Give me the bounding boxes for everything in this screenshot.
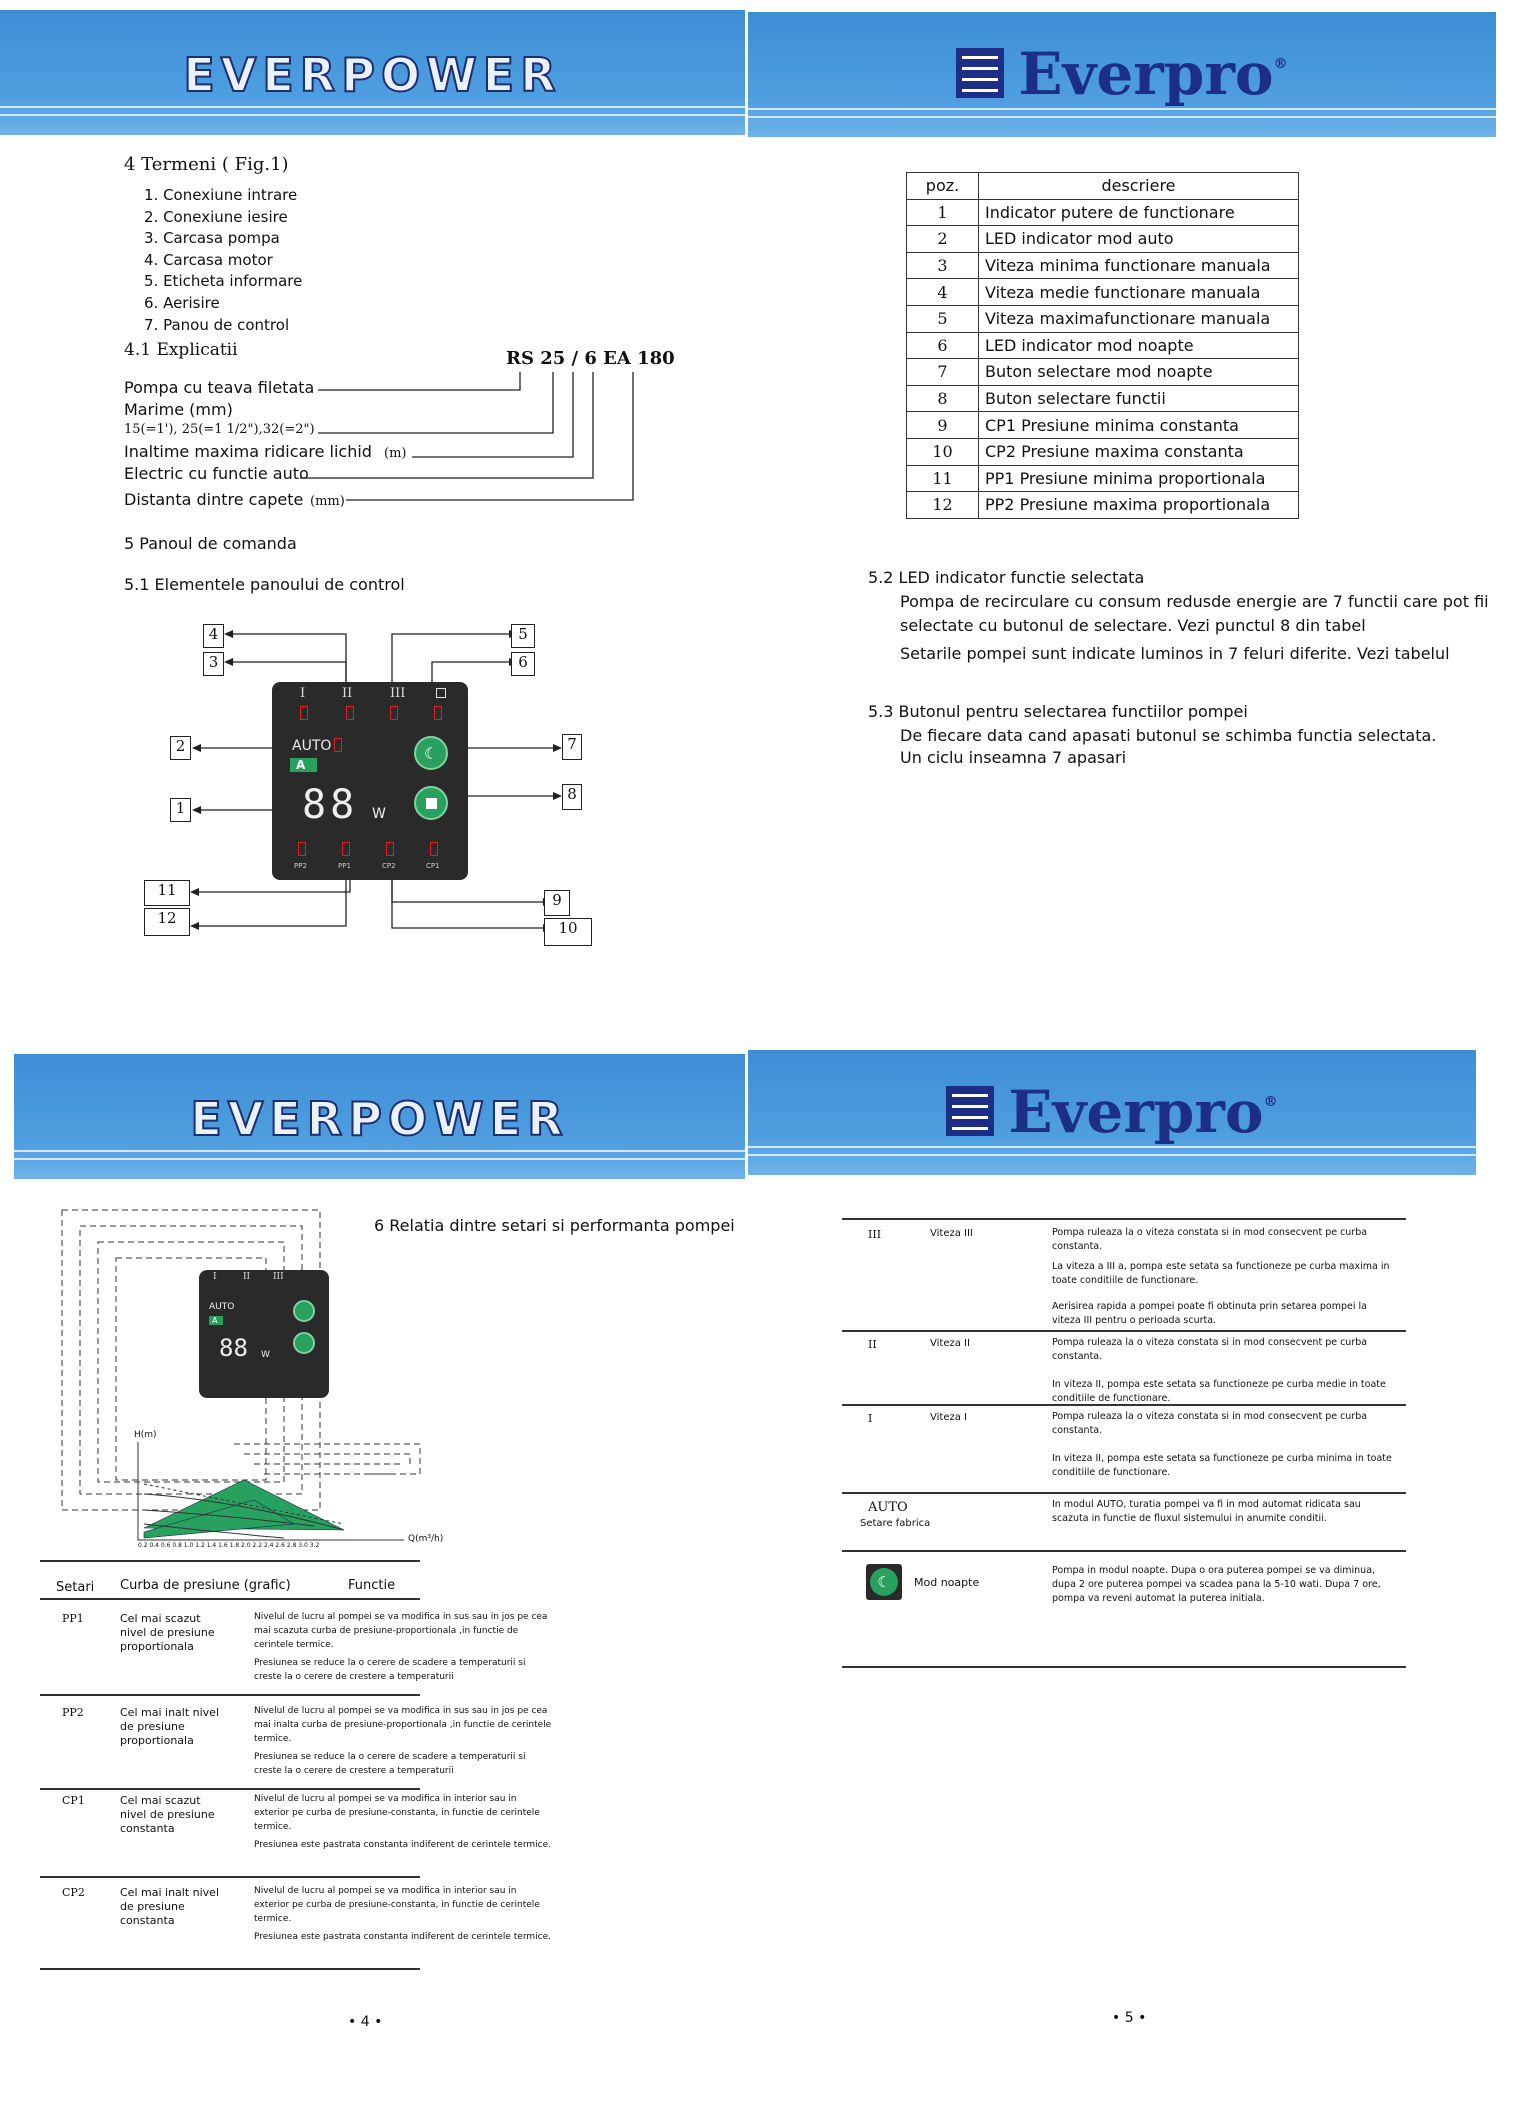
row-rule xyxy=(842,1404,1406,1406)
led-speed-3 xyxy=(390,706,398,720)
mode-description: In modul AUTO, turatia pompei va fi in mod automat ridicata sau scazuta in functie de fluxul sistemului in anumite conditii. xyxy=(1052,1499,1361,1524)
brand-logo: Everpro® xyxy=(748,1078,1476,1146)
speed-label-2: II xyxy=(243,1272,251,1282)
term-item: 5. Eticheta informare xyxy=(144,272,303,291)
row-rule xyxy=(40,1876,420,1878)
table-row xyxy=(907,385,1299,412)
section-52-line-3: Setarile pompei sunt indicate luminos in 7 feluri diferite. Vezi tabelul xyxy=(900,644,1450,663)
row-number: 9 xyxy=(907,412,979,439)
setting-code: PP2 xyxy=(62,1706,84,1719)
label-pp1: PP1 xyxy=(338,862,351,870)
auto-label: AUTO xyxy=(209,1302,235,1312)
page-2 xyxy=(748,12,1496,1022)
term-item: 2. Conexiune iesire xyxy=(144,207,288,226)
callout-11: 11 xyxy=(144,880,190,906)
section-41-heading: 4.1 Explicatii xyxy=(124,340,238,360)
section-52-title: 5.2 LED indicator functie selectata xyxy=(868,568,1145,587)
row-description: LED indicator mod noapte xyxy=(979,332,1299,359)
col-setari: Setari xyxy=(56,1580,95,1595)
page-1 xyxy=(0,10,745,1022)
section-51-heading: 5.1 Elementele panoului de control xyxy=(124,575,405,594)
callout-4: 4 xyxy=(203,624,224,648)
callout-7: 7 xyxy=(562,734,582,760)
setting-code: PP1 xyxy=(62,1612,84,1625)
label-pp2: PP2 xyxy=(294,862,307,870)
table-row xyxy=(907,359,1299,386)
callout-8: 8 xyxy=(562,784,582,810)
section-53-line-1: De fiecare data cand apasati butonul se schimba functia selectata. xyxy=(900,726,1437,745)
row-description: PP1 Presiune minima proportionala xyxy=(979,465,1299,492)
setting-function-1: Nivelul de lucru al pompei se va modifica in sus sau in jos pe cea mai scazuta curba de presiune-proportionala ,in functie de cerintele termice. xyxy=(254,1612,548,1650)
moon-icon: ☾ xyxy=(424,744,439,763)
row-number: 12 xyxy=(907,492,979,519)
mode-description: Pompa ruleaza la o viteza constata si in mod consecvent pe curba constanta. xyxy=(1052,1411,1368,1436)
section-52-line-1: Pompa de recirculare cu consum redusde energie are 7 functii care pot fii xyxy=(900,592,1489,611)
page-4 xyxy=(748,1050,1476,2060)
mode-name: Viteza I xyxy=(930,1412,967,1423)
header-banner xyxy=(748,1050,1476,1175)
row-number: 10 xyxy=(907,438,979,465)
brand-logo: Everpro® xyxy=(748,40,1496,108)
setting-function-1: Nivelul de lucru al pompei se va modifica in interior sau in exterior pe curba de presiune-constanta, in functie de cerintele termice. xyxy=(254,1886,540,1924)
table-row xyxy=(907,492,1299,519)
explanation-1: Pompa cu teava filetata xyxy=(124,378,315,397)
col-descriere: descriere xyxy=(979,173,1299,200)
mode-description: Pompa ruleaza la o viteza constata si in mod consecvent pe curba constanta. xyxy=(1052,1337,1368,1362)
row-description: CP1 Presiune minima constanta xyxy=(979,412,1299,439)
row-number: 11 xyxy=(907,465,979,492)
led-pp1 xyxy=(342,842,350,856)
auto-a-badge: A xyxy=(290,758,317,772)
speed-label-1: I xyxy=(213,1272,217,1282)
setting-curve: Cel mai inalt nivel de presiune constanta xyxy=(120,1886,220,1927)
section-53-line-2: Un ciclu inseamna 7 apasari xyxy=(900,748,1127,767)
auto-a-badge: A xyxy=(209,1316,223,1325)
mode-name: Setare fabrica xyxy=(860,1518,931,1529)
watt-unit: W xyxy=(261,1350,270,1360)
led-pp2 xyxy=(298,842,306,856)
moon-icon: ☾ xyxy=(870,1568,898,1596)
section-53-title: 5.3 Butonul pentru selectarea functiilor pompei xyxy=(868,702,1248,721)
setting-function-2: Presiunea se reduce la o cerere de scadere a temperaturii si creste la o cerere de crestere a temperaturii xyxy=(254,1752,526,1776)
mode-code: AUTO xyxy=(868,1500,908,1515)
setting-function-1: Nivelul de lucru al pompei se va modifica in interior sau in exterior pe curba de presiune-constanta, in functie de cerintele termice. xyxy=(254,1794,540,1832)
mode-code: III xyxy=(868,1228,882,1241)
row-description: Buton selectare mod noapte xyxy=(979,359,1299,386)
mode-name: Viteza II xyxy=(930,1338,970,1349)
explanation-6: Distanta dintre capete xyxy=(124,490,304,509)
explanation-4: Inaltime maxima ridicare lichid xyxy=(124,442,372,461)
speed-label-1: I xyxy=(300,686,306,701)
row-description: Viteza minima functionare manuala xyxy=(979,252,1299,279)
mode-code: II xyxy=(868,1338,877,1351)
section-5-heading: 5 Panoul de comanda xyxy=(124,534,297,553)
section-6-heading: 6 Relatia dintre setari si performanta pompei xyxy=(374,1216,735,1235)
night-indicator-icon xyxy=(436,688,446,698)
table-row xyxy=(907,226,1299,253)
control-panel xyxy=(272,682,468,880)
function-select-button xyxy=(293,1332,315,1354)
callout-1: 1 xyxy=(170,798,191,822)
chart-y-label: H(m) xyxy=(134,1430,157,1440)
led-cp1 xyxy=(430,842,438,856)
row-rule xyxy=(40,1968,420,1970)
term-item: 3. Carcasa pompa xyxy=(144,229,280,248)
settings-diagram xyxy=(14,1054,745,1574)
setting-function-2: Presiunea este pastrata constanta indiferent de cerintele termice. xyxy=(254,1932,551,1942)
night-mode-button[interactable] xyxy=(414,736,448,770)
setting-curve: Cel mai scazut nivel de presiune proportionala xyxy=(120,1612,215,1653)
row-description: Viteza maximafunctionare manuala xyxy=(979,305,1299,332)
row-rule xyxy=(40,1788,420,1790)
page-3 xyxy=(14,1054,745,2070)
page-number: • 4 • xyxy=(348,2014,383,2030)
term-item: 1. Conexiune intrare xyxy=(144,186,298,204)
speed-label-2: II xyxy=(342,686,353,701)
setting-curve: Cel mai inalt nivel de presiune proportionala xyxy=(120,1706,220,1747)
explanation-3: 15(=1'), 25(=1 1/2"),32(=2") xyxy=(124,422,315,437)
brand-logo: EVERPOWER xyxy=(190,1092,569,1146)
row-number: 7 xyxy=(907,359,979,386)
mode-name: Viteza III xyxy=(930,1228,973,1239)
table-row xyxy=(907,279,1299,306)
label-cp1: CP1 xyxy=(426,862,440,870)
explanation-2: Marime (mm) xyxy=(124,400,233,419)
led-night xyxy=(434,706,442,720)
row-description: CP2 Presiune maxima constanta xyxy=(979,438,1299,465)
mode-description: Pompa in modul noapte. Dupa o ora puterea pompei se va diminua, dupa 2 ore puterea pompei va scadea pana la 5-10 wati. Dupa 7 ore, pompa va reveni automat la puterea initiala. xyxy=(1052,1565,1381,1604)
row-description: Viteza medie functionare manuala xyxy=(979,279,1299,306)
row-number: 6 xyxy=(907,332,979,359)
mode-description: In viteza II, pompa este setata sa functioneze pe curba medie in toate conditiile de functionare. xyxy=(1052,1379,1386,1404)
positions-table xyxy=(906,172,1299,519)
callout-2: 2 xyxy=(170,736,191,760)
row-number: 5 xyxy=(907,305,979,332)
table-row xyxy=(907,305,1299,332)
unit-m: (m) xyxy=(384,446,407,461)
watt-unit: W xyxy=(372,806,386,822)
row-rule xyxy=(842,1330,1406,1332)
callout-3: 3 xyxy=(203,652,224,676)
table-row xyxy=(907,252,1299,279)
callout-12: 12 xyxy=(144,908,190,936)
setting-function-2: Presiunea este pastrata constanta indiferent de cerintele termice. xyxy=(254,1840,551,1850)
control-panel-small xyxy=(199,1270,329,1398)
auto-label: AUTO xyxy=(292,738,332,754)
setting-function-1: Nivelul de lucru al pompei se va modifica in sus sau in jos pe cea mai inalta curba de presiune-proportionala ,in functie de cerintele termice. xyxy=(254,1706,552,1744)
table-row xyxy=(907,412,1299,439)
mode-name: Mod noapte xyxy=(914,1576,980,1589)
page-number: • 5 • xyxy=(1112,2010,1147,2026)
power-display: 88 xyxy=(302,782,359,828)
row-number: 1 xyxy=(907,199,979,226)
callout-10: 10 xyxy=(544,918,592,946)
setting-code: CP2 xyxy=(62,1886,85,1899)
row-description: PP2 Presiune maxima proportionala xyxy=(979,492,1299,519)
table-top-rule xyxy=(842,1218,1406,1220)
callout-6: 6 xyxy=(511,652,535,676)
speed-label-3: III xyxy=(273,1272,284,1282)
row-description: LED indicator mod auto xyxy=(979,226,1299,253)
everpro-logo-icon xyxy=(946,1086,994,1136)
led-auto xyxy=(334,738,342,752)
header-banner xyxy=(748,12,1496,137)
night-mode-icon xyxy=(866,1564,902,1600)
speed-label-3: III xyxy=(390,686,406,701)
brand-logo: EVERPOWER xyxy=(183,48,562,102)
table-bottom-rule xyxy=(842,1666,1406,1668)
mode-code: I xyxy=(868,1412,873,1425)
row-number: 8 xyxy=(907,385,979,412)
function-select-button[interactable] xyxy=(414,786,448,820)
night-mode-button xyxy=(293,1300,315,1322)
table-row xyxy=(907,465,1299,492)
row-rule xyxy=(40,1694,420,1696)
col-curba: Curba de presiune (grafic) xyxy=(120,1578,291,1593)
setting-function-2: Presiunea se reduce la o cerere de scadere a temperaturii si creste la o cerere de crestere a temperaturii xyxy=(254,1658,526,1682)
square-icon xyxy=(426,798,437,809)
model-code: RS 25 / 6 EA 180 xyxy=(506,348,675,369)
label-cp2: CP2 xyxy=(382,862,396,870)
row-number: 2 xyxy=(907,226,979,253)
chart-x-ticks: 0.2 0.4 0.6 0.8 1.0 1.2 1.4 1.6 1.8 2.0 2.2 2.4 2.6 2.8 3.0 3.2 xyxy=(138,1542,320,1549)
row-rule xyxy=(842,1492,1406,1494)
setting-curve: Cel mai scazut nivel de presiune constanta xyxy=(120,1794,215,1835)
row-number: 4 xyxy=(907,279,979,306)
setting-code: CP1 xyxy=(62,1794,85,1807)
term-item: 6. Aerisire xyxy=(144,294,220,312)
mode-description: Pompa ruleaza la o viteza constata si in mod consecvent pe curba constanta. xyxy=(1052,1227,1368,1252)
term-item: 4. Carcasa motor xyxy=(144,250,273,269)
callout-9: 9 xyxy=(544,890,570,916)
row-description: Indicator putere de functionare xyxy=(979,199,1299,226)
table-top-rule xyxy=(40,1560,420,1562)
table-head-rule xyxy=(40,1598,420,1600)
led-cp2 xyxy=(386,842,394,856)
power-display: 88 xyxy=(219,1334,248,1362)
section-4-heading: 4 Termeni ( Fig.1) xyxy=(124,154,289,175)
everpro-logo-icon xyxy=(956,48,1004,98)
mode-description: Aerisirea rapida a pompei poate fi obtinuta prin setarea pompei la viteza III pentru o perioada scurta. xyxy=(1052,1301,1367,1326)
table-row xyxy=(907,199,1299,226)
row-description: Buton selectare functii xyxy=(979,385,1299,412)
unit-mm: (mm) xyxy=(310,494,345,509)
section-52-line-2: selectate cu butonul de selectare. Vezi punctul 8 din tabel xyxy=(900,616,1366,635)
mode-description: La viteza a III a, pompa este setata sa functioneze pe curba maxima in toate conditiile de functionare. xyxy=(1052,1261,1390,1286)
row-rule xyxy=(842,1550,1406,1552)
term-item: 7. Panou de control xyxy=(144,315,290,334)
row-number: 3 xyxy=(907,252,979,279)
explanation-5: Electric cu functie auto xyxy=(124,464,309,483)
mode-description: In viteza II, pompa este setata sa functioneze pe curba minima in toate conditiile de functionare. xyxy=(1052,1453,1392,1478)
col-poz: poz. xyxy=(907,173,979,200)
led-speed-2 xyxy=(346,706,354,720)
table-row xyxy=(907,332,1299,359)
col-functie: Functie xyxy=(348,1578,396,1593)
table-row xyxy=(907,438,1299,465)
callout-5: 5 xyxy=(511,624,535,648)
chart-x-label: Q(m³/h) xyxy=(408,1534,444,1544)
led-speed-1 xyxy=(300,706,308,720)
